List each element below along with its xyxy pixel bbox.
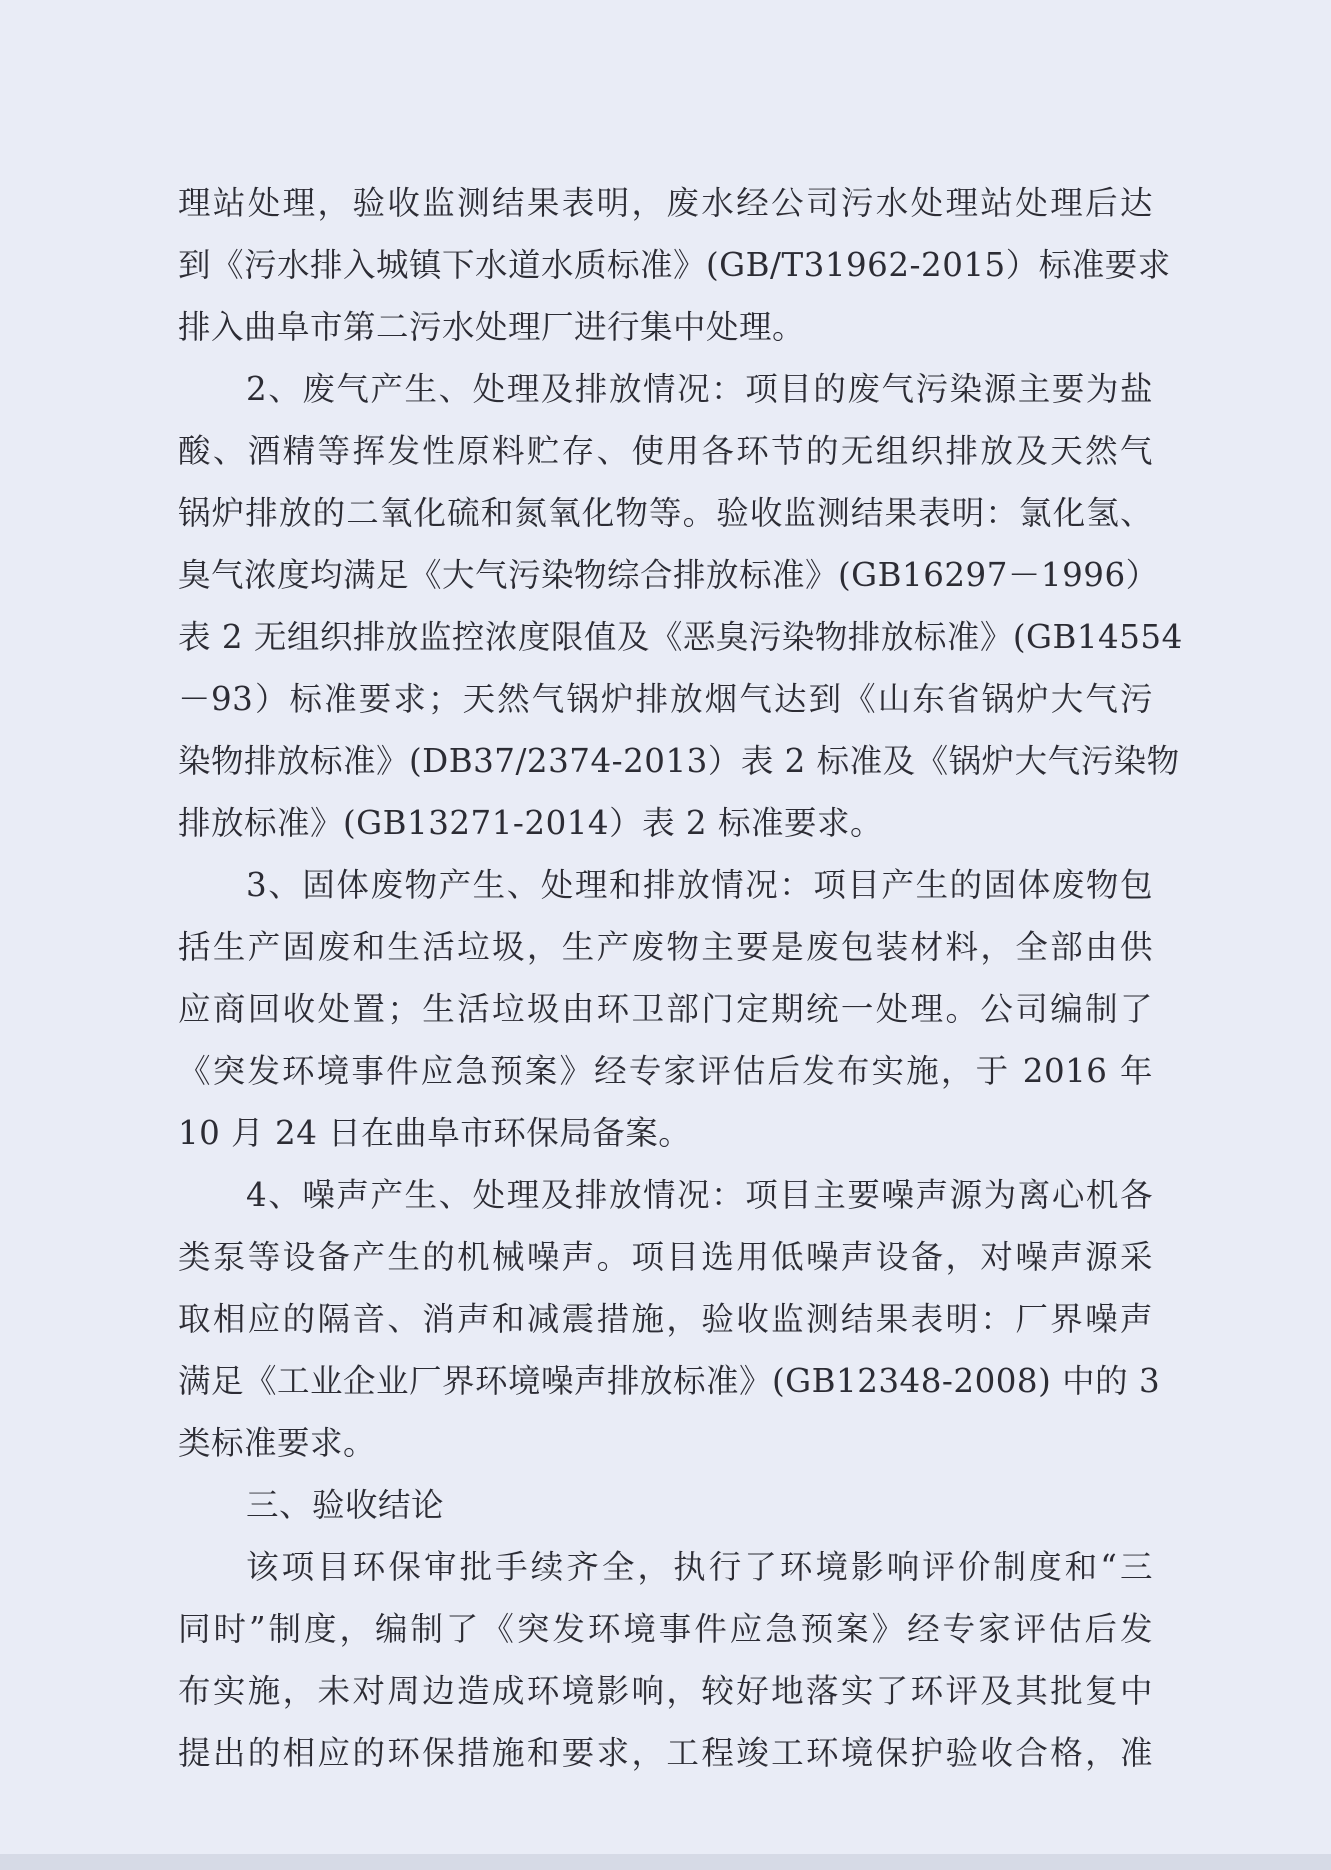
text-line: 同时”制度，编制了《突发环境事件应急预案》经专家评估后发 — [178, 1610, 1153, 1648]
text-line: 到《污水排入城镇下水道水质标准》(GB/T31962-2015）标准要求 — [178, 246, 1171, 284]
text-line: 满足《工业企业厂界环境噪声排放标准》(GB12348-2008) 中的 3 — [178, 1362, 1161, 1400]
text-line: －93）标准要求；天然气锅炉排放烟气达到《山东省锅炉大气污 — [178, 680, 1153, 718]
text-line: 提出的相应的环保措施和要求，工程竣工环境保护验收合格，准 — [178, 1734, 1153, 1772]
document-body — [178, 172, 1183, 1784]
text-line: 排放标准》(GB13271-2014）表 2 标准要求。 — [178, 804, 883, 842]
text-line: 染物排放标准》(DB37/2374-2013）表 2 标准及《锅炉大气污染物 — [178, 742, 1180, 780]
text-line: 表 2 无组织排放监控浓度限值及《恶臭污染物排放标准》(GB14554 — [178, 618, 1183, 656]
text-line: 类标准要求。 — [178, 1424, 377, 1462]
text-line: 10 月 24 日在曲阜市环保局备案。 — [178, 1114, 692, 1152]
text-line: 锅炉排放的二氧化硫和氮氧化物等。验收监测结果表明：氯化氢、 — [178, 494, 1153, 532]
text-line: 类泵等设备产生的机械噪声。项目选用低噪声设备，对噪声源采 — [178, 1238, 1153, 1276]
text-line: 应商回收处置；生活垃圾由环卫部门定期统一处理。公司编制了 — [178, 990, 1153, 1028]
section-heading-noise: 4、噪声产生、处理及排放情况：项目主要噪声源为离心机各 — [246, 1176, 1153, 1214]
section-heading-solid-waste: 3、固体废物产生、处理和排放情况：项目产生的固体废物包 — [246, 866, 1153, 904]
text-line: 布实施，未对周边造成环境影响，较好地落实了环评及其批复中 — [178, 1672, 1153, 1710]
text-line: 该项目环保审批手续齐全，执行了环境影响评价制度和“三 — [246, 1548, 1153, 1586]
section-heading-conclusion: 三、验收结论 — [246, 1486, 445, 1524]
text-line: 排入曲阜市第二污水处理厂进行集中处理。 — [178, 308, 806, 346]
page-bottom-edge — [0, 1854, 1331, 1870]
text-line: 理站处理，验收监测结果表明，废水经公司污水处理站处理后达 — [178, 184, 1153, 222]
text-line: 《突发环境事件应急预案》经专家评估后发布实施，于 2016 年 — [178, 1052, 1153, 1090]
text-line: 酸、酒精等挥发性原料贮存、使用各环节的无组织排放及天然气 — [178, 432, 1153, 470]
text-line: 括生产固废和生活垃圾，生产废物主要是废包装材料，全部由供 — [178, 928, 1153, 966]
text-line: 臭气浓度均满足《大气污染物综合排放标准》(GB16297－1996） — [178, 556, 1159, 594]
text-line: 取相应的隔音、消声和减震措施，验收监测结果表明：厂界噪声 — [178, 1300, 1153, 1338]
section-heading-exhaust-gas: 2、废气产生、处理及排放情况：项目的废气污染源主要为盐 — [246, 370, 1153, 408]
